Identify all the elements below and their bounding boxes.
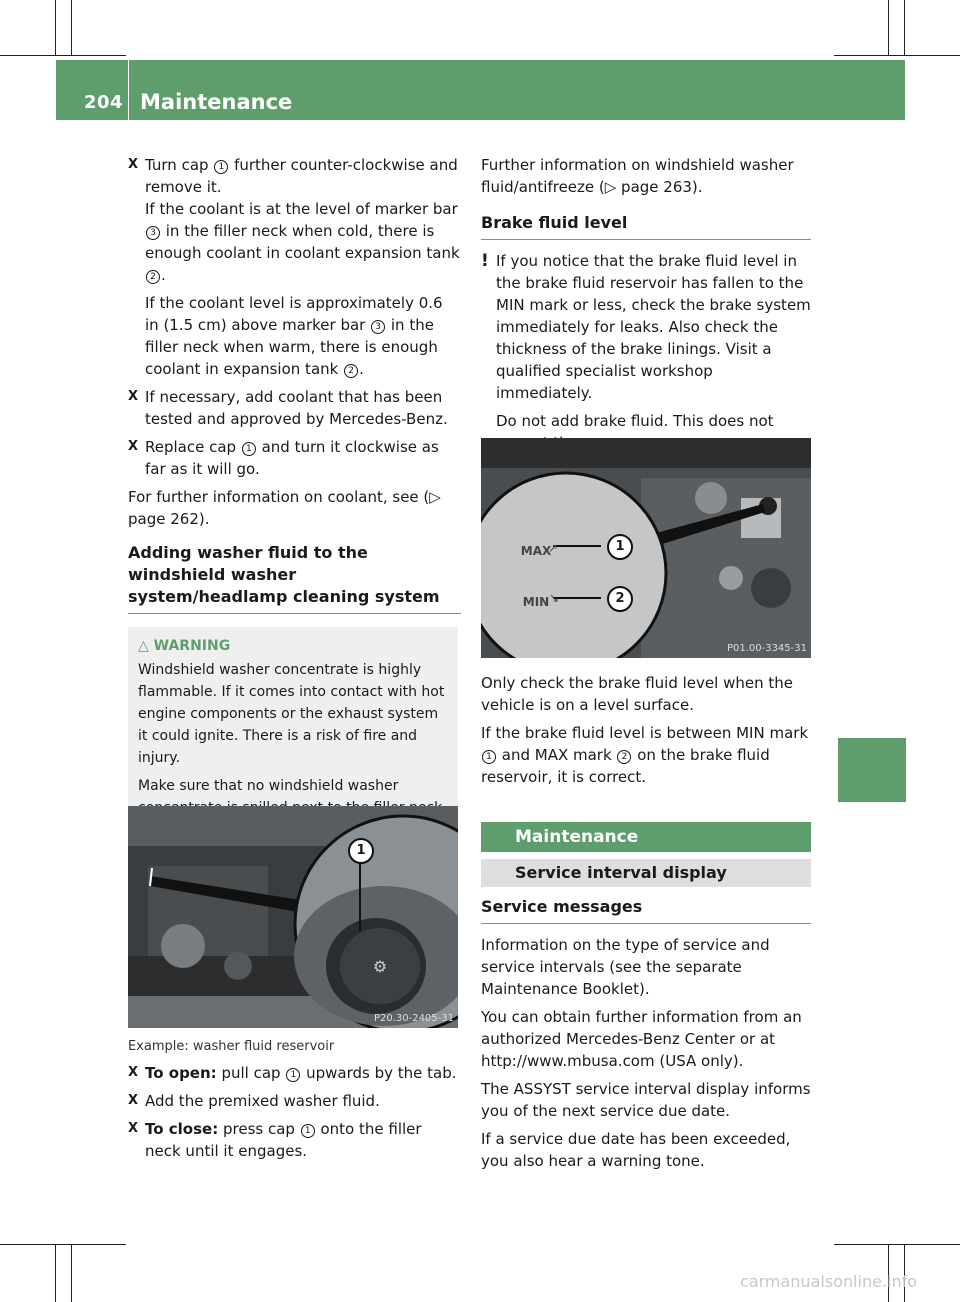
crop-mark xyxy=(834,55,960,56)
note-text: If you notice that the brake fluid level in the brake fluid reservoir has fallen to the MIN mark or less, check the brake system immediately for leaks. Also check the thickness of the brake linings. Visit a qualified specialist workshop immediately. xyxy=(496,252,811,402)
callout-2-icon: 2 xyxy=(617,750,631,764)
notice-icon: ! xyxy=(481,251,489,271)
step-text: Add the premixed washer fluid. xyxy=(145,1092,380,1110)
warning-heading xyxy=(138,635,448,657)
further-info-washer: Further information on windshield washer fluid/antifreeze (▷ page 263). xyxy=(481,156,794,196)
brake-text-part: on the brake fluid reservoir, it is correct. xyxy=(481,746,770,786)
left-column-lower xyxy=(128,1036,461,1168)
warning-box-wrap xyxy=(128,627,458,829)
step-marker-icon: X xyxy=(128,389,139,404)
warning-box xyxy=(128,627,458,829)
brake-text: Only check the brake fluid level when the vehicle is on a level surface. xyxy=(481,674,793,714)
step-marker-icon: X xyxy=(128,439,139,454)
brake-note xyxy=(481,250,811,454)
brake-reservoir-photo xyxy=(481,438,811,658)
step-bold: To open: xyxy=(145,1064,217,1082)
coolant-text: If the coolant level is approximately 0.6 in (1.5 cm) above marker bar xyxy=(145,294,443,334)
brake-engine-image xyxy=(481,438,811,658)
photo-code: P20.30-2405-31 xyxy=(373,1013,454,1024)
crop-mark xyxy=(0,1244,126,1245)
warning-title: WARNING xyxy=(153,638,231,654)
step-text: Turn cap xyxy=(145,156,214,174)
right-column xyxy=(481,154,811,460)
step-marker-icon: X xyxy=(128,1121,139,1136)
photo-caption: Example: washer fluid reservoir xyxy=(128,1039,335,1054)
step-text: Replace cap xyxy=(145,438,241,456)
page-title: Maintenance xyxy=(140,90,293,114)
step-marker-icon: X xyxy=(128,1065,139,1080)
step-text: and turn it clockwise as far as it will go. xyxy=(145,438,439,478)
service-text: You can obtain further information from an authorized Mercedes-Benz Center or at http://www.mbusa.com (USA only). xyxy=(481,1008,802,1070)
crop-mark xyxy=(55,1244,56,1302)
step-text: press cap xyxy=(218,1120,300,1138)
step-close xyxy=(128,1118,461,1162)
coolant-text: in the filler neck when cold, there is enough coolant in coolant expansion tank xyxy=(145,222,460,262)
brake-text-part: If the brake fluid level is between MIN mark xyxy=(481,724,809,742)
step-bold: To close: xyxy=(145,1120,219,1138)
step-text: onto the filler neck until it engages. xyxy=(145,1120,422,1160)
crop-mark xyxy=(904,0,905,55)
watermark: carmanualsonline.info xyxy=(740,1272,918,1291)
callout-2-icon: 2 xyxy=(146,270,160,284)
step-add-coolant xyxy=(128,386,461,430)
service-text: If a service due date has been exceeded, you also hear a warning tone. xyxy=(481,1130,791,1170)
section-maintenance: Maintenance xyxy=(481,822,811,852)
photo-code: P01.00-3345-31 xyxy=(726,643,807,654)
service-messages xyxy=(481,896,811,1178)
brake-text xyxy=(481,722,811,788)
heading-rule xyxy=(481,923,811,924)
section-service-interval: Service interval display xyxy=(481,859,811,887)
note-text: Do not add brake fluid. This does not xyxy=(496,412,774,430)
step-text: upwards by the tab. xyxy=(301,1064,457,1082)
photo-callout-1: 1 xyxy=(348,838,374,864)
further-info-coolant: For further information on coolant, see (▷ page 262). xyxy=(128,488,441,528)
chapter-tab xyxy=(838,738,906,802)
heading-brake: Brake fluid level xyxy=(481,213,628,232)
step-marker-icon: X xyxy=(128,1093,139,1108)
crop-mark xyxy=(71,1244,72,1302)
brake-text-part: and MAX mark xyxy=(497,746,617,764)
callout-1-icon: 1 xyxy=(301,1124,315,1138)
warning-text: Windshield washer concentrate is highly flammable. If it comes into contact with hot engine components or the exhaust system it could ignite. There is a risk of fire and injury. xyxy=(138,662,445,766)
page-number: 204 xyxy=(84,92,124,113)
coolant-text: in the filler neck when warm, there is enough coolant in expansion tank xyxy=(145,316,438,378)
crop-mark xyxy=(71,0,72,55)
service-text: The ASSYST service interval display informs you of the next service due date. xyxy=(481,1080,811,1120)
callout-1-icon: 1 xyxy=(482,750,496,764)
min-mark-label: MIN xyxy=(522,595,550,609)
step-marker-icon: X xyxy=(128,157,139,172)
callout-1-icon: 1 xyxy=(286,1068,300,1082)
step-text: further counter-clockwise and remove it. xyxy=(145,156,458,196)
callout-3-icon: 3 xyxy=(146,226,160,240)
svg-text:↗: ↗ xyxy=(548,541,559,555)
photo-callout-2: 2 xyxy=(607,586,633,612)
step-text: If necessary, add coolant that has been tested and approved by Mercedes-Benz. xyxy=(145,388,448,428)
warning-text: Make sure that no windshield washer xyxy=(138,778,399,794)
max-mark-label: MAX xyxy=(520,544,552,558)
heading-washer: Adding washer fluid to the windshield washer system/headlamp cleaning system xyxy=(128,543,440,606)
crop-mark xyxy=(0,55,126,56)
service-text: Information on the type of service and service intervals (see the separate Maintenance Booklet). xyxy=(481,936,770,998)
coolant-text: . xyxy=(359,360,364,378)
coolant-text: . xyxy=(161,266,166,284)
callout-3-icon: 3 xyxy=(371,320,385,334)
chapter-label: Maintenance and care xyxy=(859,272,885,548)
svg-text:↘: ↘ xyxy=(549,591,560,605)
coolant-text: If the coolant is at the level of marker bar xyxy=(145,200,458,218)
photo-callout-1: 1 xyxy=(607,534,633,560)
step-replace-cap xyxy=(128,436,461,480)
callout-2-icon: 2 xyxy=(344,364,358,378)
header-divider xyxy=(128,60,129,120)
crop-mark xyxy=(55,0,56,55)
crop-mark xyxy=(834,1244,960,1245)
callout-1-icon: 1 xyxy=(214,160,228,174)
svg-text:⚙: ⚙ xyxy=(372,957,388,976)
step-text: pull cap xyxy=(216,1064,286,1082)
heading-rule xyxy=(481,239,811,240)
chapter-sidebar xyxy=(838,120,906,700)
callout-1-icon: 1 xyxy=(242,442,256,456)
step-add-fluid xyxy=(128,1090,461,1112)
washer-reservoir-photo xyxy=(128,806,458,1028)
heading-rule xyxy=(128,613,461,614)
crop-mark xyxy=(888,0,889,55)
right-column-lower xyxy=(481,672,811,794)
heading-messages: Service messages xyxy=(481,897,643,916)
engine-bay-image xyxy=(128,806,458,1028)
step-open xyxy=(128,1062,461,1084)
left-column xyxy=(128,154,461,614)
warning-triangle-icon: △ xyxy=(138,638,149,654)
step-turn-cap xyxy=(128,154,461,380)
